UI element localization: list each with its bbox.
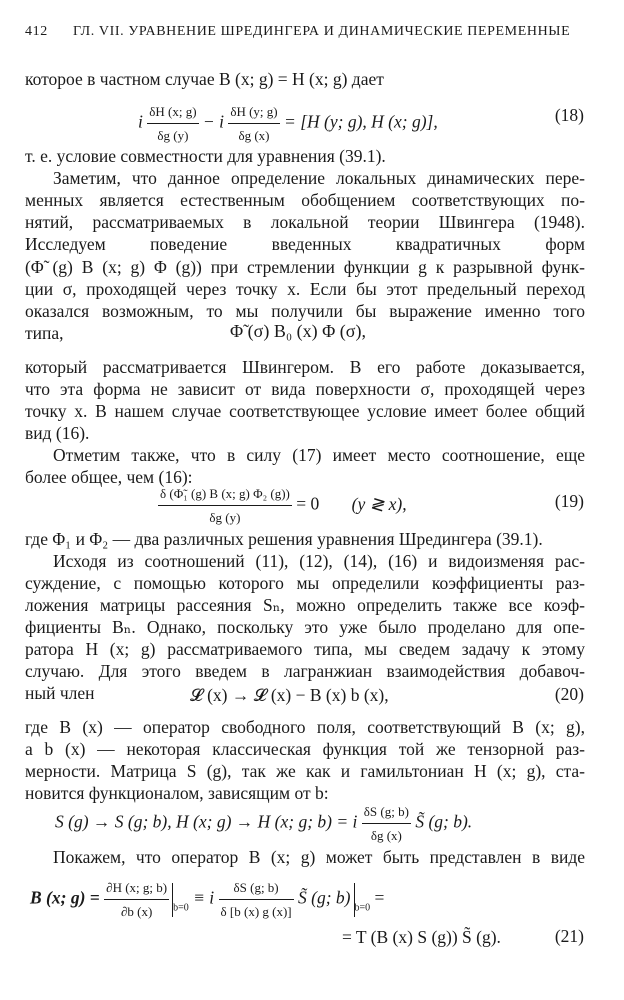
text-line: ный член [25,683,95,703]
fraction [158,482,292,529]
denominator: δ [b (x) g (x)] [220,904,292,919]
fraction [104,876,169,923]
eq-term: = [H (y; g), H (x; g)], [284,111,438,132]
eq-term: S̃ (g; b). [415,811,473,832]
text-line: (Φ̃ (g) B (x; g) Φ (g)) при стремлении функции g к разрывной функ- [25,257,585,277]
page-number: 412 [25,24,48,39]
eq-term: i [138,111,143,132]
text-line: вид (16). [25,423,90,443]
text-line: т. е. условие совместности для уравнения (39.1). [25,146,386,166]
text-line: оказался возможным, то мы получили бы выражение именно того [25,301,585,321]
numerator: δS (g; b) [362,800,411,824]
eq-term: = 0 [296,493,320,514]
equation-18 [138,100,438,147]
text-line: где B (x) — оператор свободного поля, соответствующий B (x; g), [25,717,585,737]
running-header [25,24,584,46]
eq-subscript: b=0 [354,902,371,914]
equation-schwinger-form: Φ̃ (σ) B₀ (x) Φ (σ), [230,321,366,341]
eq-term: − i [202,111,224,132]
numerator: ∂H (x; g; b) [104,876,169,900]
text-line: фициенты Bₙ. Однако, поскольку это уже было проделано для опе- [25,617,585,637]
eq-term: ≡ i [193,887,215,908]
text-line: Исследуем поведение введенных квадратичных форм [25,234,585,254]
running-title: ГЛ. VII. УРАВНЕНИЕ ШРЕДИНГЕРА И ДИНАМИЧЕСКИЕ ПЕРЕМЕННЫЕ [73,24,571,39]
text-line: менных является естественным обобщением соответствующих по- [25,190,585,210]
text-line: суждение, с помощью которого мы определили коэффициенты раз- [25,573,585,593]
text-line: случаю. Для этого введем в лагранжиан взаимодействия добавоч- [25,661,585,681]
equation-20: 𝓛 (x) → 𝓛 (x) − B (x) b (x), [190,685,389,705]
equation-21-line2: = T (B (x) S (g)) S̃ (g). [342,927,501,947]
equation-number: (21) [554,926,584,946]
text-line: Заметим, что данное определение локальных динамических пере- [53,168,585,188]
text-line: нятий, рассматриваемых в локальной теории Швингера (1948). [25,212,585,232]
text-line: более общее, чем (16): [25,467,193,487]
equation-number: (18) [554,105,584,125]
text-line: ложения матрицы рассеяния Sₙ, можно определить также все коэф- [25,595,585,615]
text-line: точку x. В нашем случае соответствующее условие имеет более общий [25,401,585,421]
fraction [362,800,411,847]
numerator: δS (g; b) [219,876,294,900]
text-line: что эта форма не зависит от вида поверхности σ, проходящей через [25,379,585,399]
eq-term: = [374,887,385,908]
text-line: типа, [25,323,64,343]
fraction [219,876,294,923]
denominator: δg (x) [238,128,270,143]
text-line: Отметим также, что в силу (17) имеет место соотношение, еще [53,445,585,465]
numerator: δH (y; g) [228,100,279,124]
equation-number: (20) [554,684,584,704]
equation-19 [158,482,407,529]
numerator: δH (x; g) [147,100,198,124]
denominator: δg (y) [209,510,241,525]
text-line: Исходя из соотношений (11), (12), (14), (16) и видоизменяя рас- [53,551,585,571]
numerator: δ (Φ̃₁ (g) B (x; g) Φ₂ (g)) [158,482,292,506]
text-line: а b (x) — некоторая классическая функция той же тензорной раз- [25,739,585,759]
eq-subscript: b=0 [173,902,189,914]
equation-number: (19) [554,491,584,511]
eq-term: B (x; g) = [30,887,100,908]
text-line: где Φ₁ и Φ₂ — два различных решения уравнения Шредингера (39.1). [25,529,543,549]
text-line: Покажем, что оператор B (x; g) может быть представлен в виде [53,847,585,867]
equation-s-functional [55,800,472,847]
text-line: мерности. Матрица S (g), так же как и гамильтониан H (x; g), ста- [25,761,585,781]
denominator: ∂b (x) [120,904,153,919]
equation-21-line1 [30,876,384,923]
fraction [228,100,279,147]
eq-term: S (g) → S (g; b), H (x; g) → H (x; g; b) = i [55,811,358,832]
fraction [147,100,198,147]
eq-condition: (y ≷ x), [351,493,407,514]
text-line: новится функционалом, зависящим от b: [25,783,329,803]
text-line: которое в частном случае B (x; g) = H (x; g) дает [25,69,384,89]
denominator: δg (x) [370,828,402,843]
text-line: ции σ, проходящей через точку x. Если бы этот предельный переход [25,279,585,299]
text-line: который рассматривается Швингером. В его работе доказывается, [25,357,585,377]
text-line: ратора H (x; g) рассматриваемого типа, мы сведем задачу к этому [25,639,585,659]
eq-term: S̃ (g; b) [298,887,351,908]
denominator: δg (y) [157,128,189,143]
